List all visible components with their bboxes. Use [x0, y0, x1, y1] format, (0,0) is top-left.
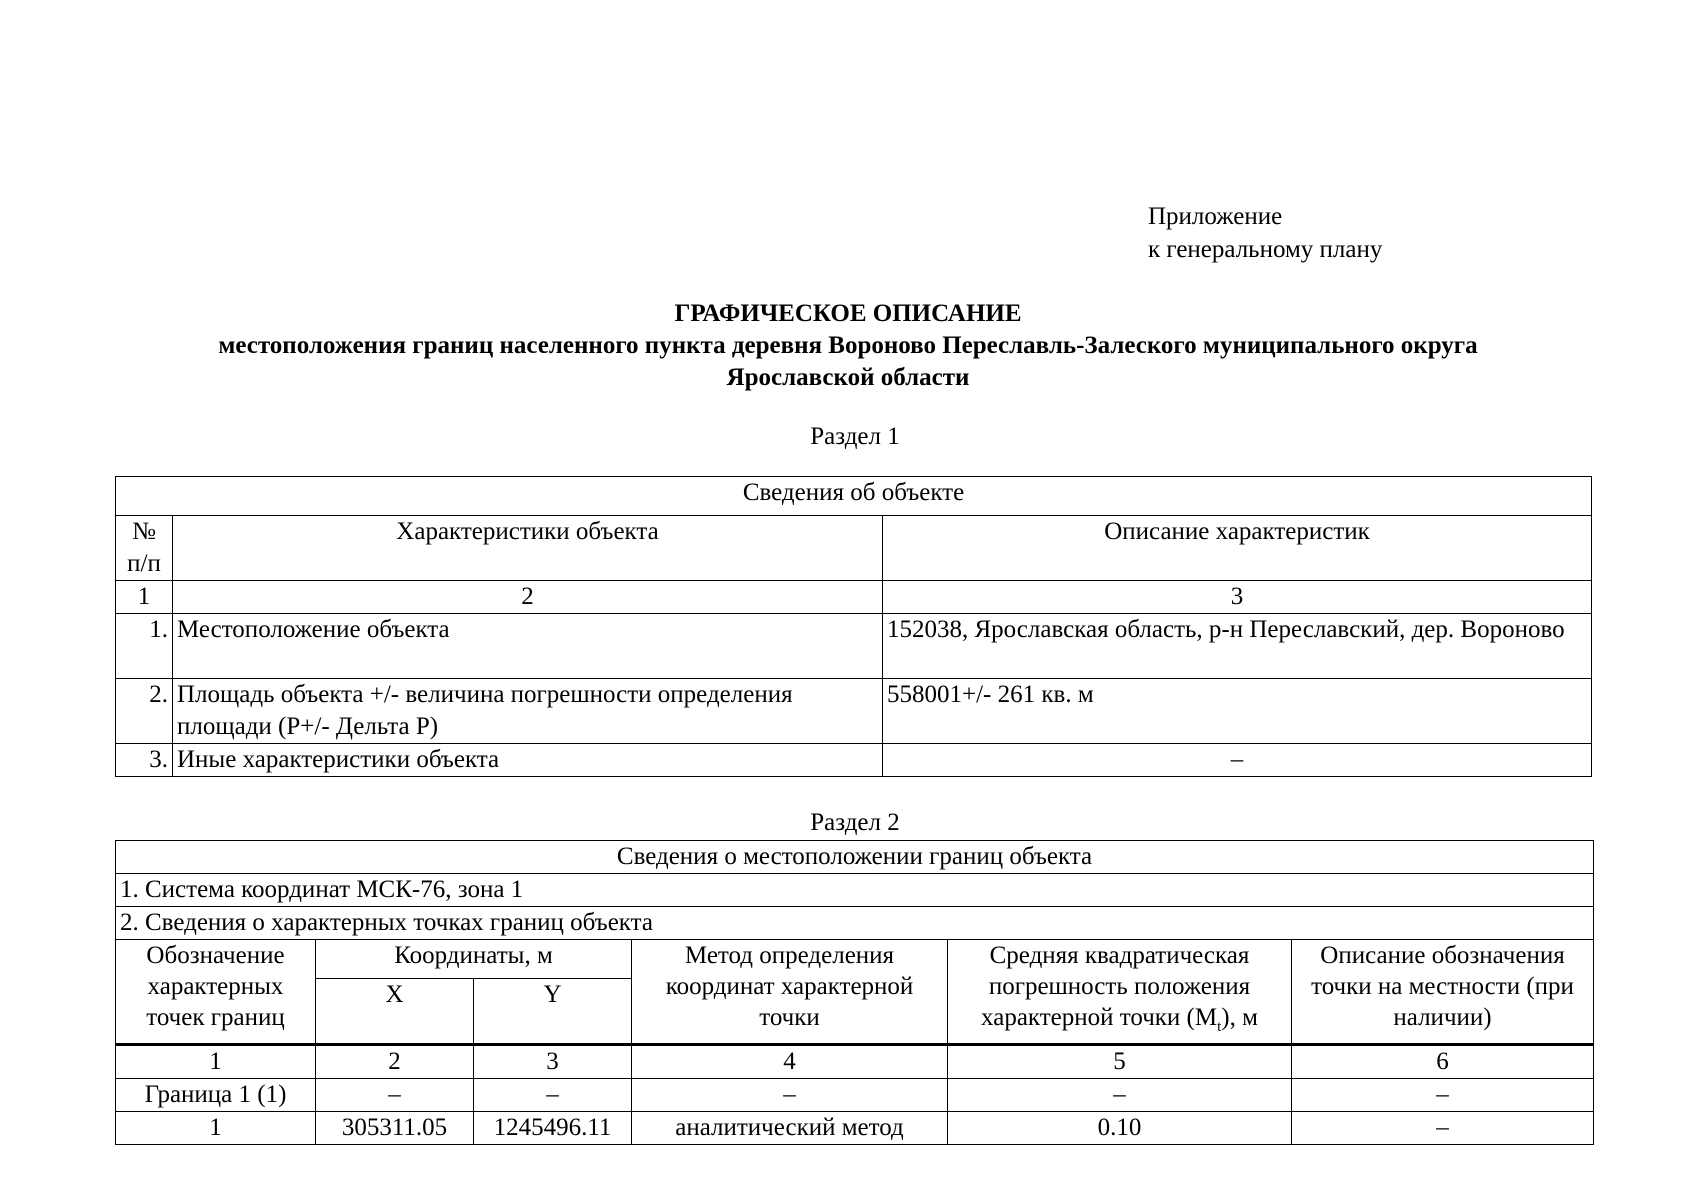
cell-description: –	[1292, 1079, 1594, 1112]
cell-description: –	[1292, 1112, 1594, 1145]
row-number: 1.	[116, 614, 173, 679]
col-number-2: 2	[173, 581, 883, 614]
row-number: 2.	[116, 679, 173, 744]
appendix-line-2: к генеральному плану	[1148, 236, 1383, 263]
row-characteristic: Площадь объекта +/- величина погрешности определения площади (P+/- Дельта P)	[173, 679, 883, 744]
row-characteristic: Иные характеристики объекта	[173, 744, 883, 777]
table-row	[116, 1079, 1594, 1112]
cell-designation: 1	[116, 1112, 316, 1145]
col-number-6: 6	[1292, 1045, 1594, 1079]
cell-x: 305311.05	[316, 1112, 474, 1145]
table-row	[116, 744, 1592, 777]
col-number-3: 3	[474, 1045, 632, 1079]
cell-method: –	[632, 1079, 948, 1112]
cell-y: 1245496.11	[474, 1112, 632, 1145]
col-number-5: 5	[948, 1045, 1292, 1079]
header-number: № п/п	[116, 516, 173, 581]
cell-y: –	[474, 1079, 632, 1112]
coordinate-system: 1. Система координат МСК-76, зона 1	[116, 874, 1594, 907]
cell-designation: Граница 1 (1)	[116, 1079, 316, 1112]
header-x: X	[316, 979, 474, 1045]
col-number-1: 1	[116, 1045, 316, 1079]
object-info-table	[115, 476, 1592, 777]
section-1-label: Раздел 1	[810, 423, 900, 450]
document-title: ГРАФИЧЕСКОЕ ОПИСАНИЕ	[674, 300, 1022, 327]
table-row	[116, 679, 1592, 744]
col-number-1: 1	[116, 581, 173, 614]
cell-error: –	[948, 1079, 1292, 1112]
header-description: Описание характеристик	[883, 516, 1592, 581]
cell-error: 0.10	[948, 1112, 1292, 1145]
document-subtitle-line-2: Ярославской области	[726, 364, 970, 391]
row-description: 558001+/- 261 кв. м	[883, 679, 1592, 744]
header-coordinates: Координаты, м	[316, 940, 632, 979]
row-description: –	[883, 744, 1592, 777]
header-designation: Обозначение характерных точек границ	[116, 940, 316, 1045]
header-error-text: Средняя квадратическая погрешность положения характерной точки (M	[981, 942, 1251, 1031]
appendix-note	[1148, 200, 1382, 266]
section-2-label: Раздел 2	[810, 809, 900, 836]
header-point-description: Описание обозначения точки на местности (при наличии)	[1292, 940, 1594, 1045]
row-characteristic: Местоположение объекта	[173, 614, 883, 679]
object-info-table-title: Сведения об объекте	[116, 477, 1592, 516]
header-error-subscript: t	[1217, 1019, 1222, 1035]
header-error	[948, 940, 1292, 1045]
col-number-4: 4	[632, 1045, 948, 1079]
col-number-3: 3	[883, 581, 1592, 614]
cell-x: –	[316, 1079, 474, 1112]
table-row	[116, 614, 1592, 679]
row-description: 152038, Ярославская область, р-н Переславский, дер. Вороново	[883, 614, 1592, 679]
appendix-line-1: Приложение	[1148, 203, 1283, 230]
boundary-table-title: Сведения о местоположении границ объекта	[116, 841, 1594, 874]
row-number: 3.	[116, 744, 173, 777]
header-y: Y	[474, 979, 632, 1045]
boundary-info-table	[115, 840, 1594, 1145]
header-method: Метод определения координат характерной точки	[632, 940, 948, 1045]
table-row	[116, 1112, 1594, 1145]
header-error-unit: ), м	[1221, 1004, 1258, 1031]
cell-method: аналитический метод	[632, 1112, 948, 1145]
col-number-2: 2	[316, 1045, 474, 1079]
points-section-title: 2. Сведения о характерных точках границ объекта	[116, 907, 1594, 940]
header-characteristics: Характеристики объекта	[173, 516, 883, 581]
document-subtitle-line-1: местоположения границ населенного пункта деревня Вороново Переславль-Залеского муниципального округа	[218, 332, 1478, 359]
